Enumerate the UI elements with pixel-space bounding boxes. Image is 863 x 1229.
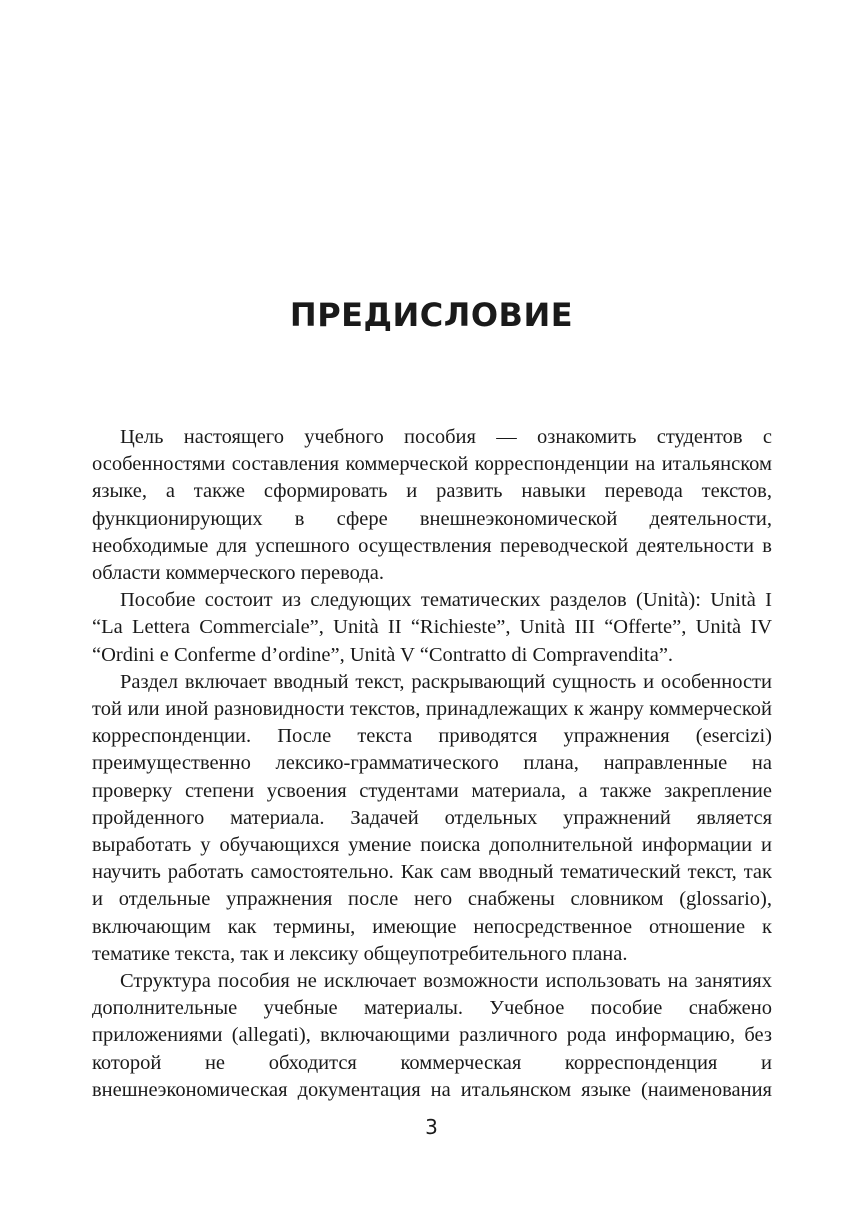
page-number: 3 bbox=[425, 1115, 438, 1139]
paragraph-supplementary: Структура пособия не исключает возможности использовать на занятиях дополнительные учебные материалы. Учебное пособие снабжено приложениями (allegati), включающими различного рода информацию, без которой не обходится коммерческая корреспонденция и внешнеэкономическая документация на итальянском языке (наименования bbox=[92, 970, 772, 1101]
paragraph-structure: Пособие состоит из следующих тематических разделов (Unità): Unità I “La Lettera Commerciale”, Unità II “Richieste”, Unità III “Offerte”, Unità IV “Ordini e Conferme d’ordine”, Unità V “Contratto di Compravendita”. bbox=[92, 589, 772, 666]
document-body bbox=[92, 424, 772, 1104]
paragraph-section-contents: Раздел включает вводный текст, раскрывающий сущность и особенности той или иной разновидности текстов, принадлежащих к жанру коммерческой корреспонденции. После текста приводятся упражнения (esercizi) преимущественно лексико-грамматического плана, направленные на проверку степени усвоения студентами материала, а также закрепление пройденного материала. Задачей отдельных упражнений является выработать у обучающихся умение поиска дополнительной информации и научить работать самостоятельно. Как сам вводный тематический текст, так и отдельные упражнения после него снабжены словником (glossario), включающим как термины, имеющие непосредственное отношение к тематике текста, так и лексику общеупотребительного плана. bbox=[92, 670, 772, 965]
page-title: ПРЕДИСЛОВИЕ bbox=[289, 296, 574, 334]
paragraph-purpose: Цель настоящего учебного пособия — ознакомить студентов с особенностями составления коммерческой корреспонденции на итальянском языке, а также сформировать и развить навыки перевода текстов, функционирующих в сфере внешнеэкономической деятельности, необходимые для успешного осуществления переводческой деятельности в области коммерческого перевода. bbox=[92, 426, 772, 585]
